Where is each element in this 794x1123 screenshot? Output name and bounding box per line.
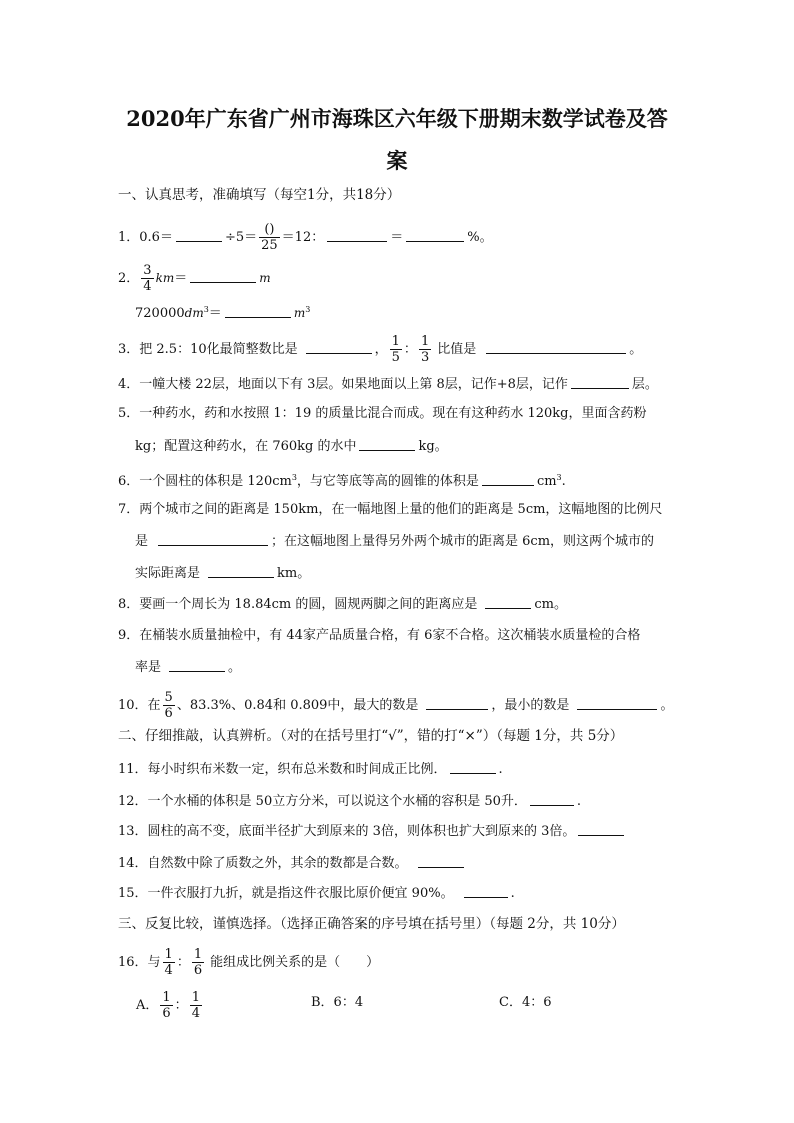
q1-text-b: ÷5＝: [224, 230, 258, 245]
q10-fraction-denominator: 6: [164, 706, 173, 721]
q14-text: 14．自然数中除了质数之外，其余的数都是合数。: [118, 856, 408, 871]
q16-text-b: 能组成比例关系的是（ ）: [210, 955, 380, 970]
q15-text: 15．一件衣服打九折，就是指这件衣服比原价便宜 90%。: [118, 886, 454, 901]
q1-blank-2[interactable]: [327, 229, 387, 242]
question-10: [118, 690, 673, 721]
q2-unit-km: km: [155, 271, 175, 285]
question-7-line1: 7．两个城市之间的距离是 150km，在一幅地图上量的他们的距离是 5cm，这幅地图的比例尺: [118, 502, 663, 517]
q10-blank-2[interactable]: [577, 697, 657, 710]
q2-blank-2[interactable]: [225, 305, 291, 318]
question-14: [118, 855, 467, 872]
q7-blank-1[interactable]: [158, 533, 268, 546]
q2-unit-m3: m: [293, 306, 306, 320]
q16-fraction-1-denominator: 4: [164, 963, 173, 978]
q3-blank-2[interactable]: [486, 341, 626, 354]
q7-text-b: ；在这幅地图上量得另外两个城市的距离是 6cm，则这两个城市的: [271, 534, 655, 549]
q10-text-c: ，最小的数是: [491, 698, 570, 713]
q16-option-a-fraction-2-denominator: 4: [191, 1006, 200, 1021]
q10-fraction-numerator: 5: [164, 690, 173, 705]
q4-text-b: 层。: [631, 377, 658, 392]
q6-text-d: .: [561, 474, 566, 489]
q10-text-d: 。: [660, 698, 674, 713]
q9-text-a: 率是: [135, 660, 162, 675]
q3-fraction-2: [419, 334, 431, 365]
q16-text-a: 16．与: [118, 955, 161, 970]
q4-text-a: 4．一幢大楼 22层，地面以下有 3层。如果地面以上第 8层，记作+8层，记作: [118, 377, 568, 392]
q15-end: .: [510, 886, 515, 901]
q2-fraction-denominator: 4: [143, 279, 152, 294]
question-1: [118, 222, 493, 253]
q15-blank[interactable]: [464, 885, 508, 898]
q2-equals: ＝: [174, 271, 188, 286]
q7-text-d: km。: [277, 566, 311, 581]
q3-colon: ：: [403, 342, 417, 357]
q1-text-a: 1．0.6＝: [118, 230, 173, 245]
q16-option-a-fraction-2: [190, 990, 202, 1021]
q14-blank[interactable]: [418, 855, 464, 868]
q2-fraction-numerator: 3: [143, 263, 152, 278]
q6-blank[interactable]: [482, 473, 534, 486]
q10-text-a: 10．在: [118, 698, 161, 713]
question-9-line1: 9．在桶装水质量抽检中，有 44家产品质量合格，有 6家不合格。这次桶装水质量检的合格: [118, 628, 641, 643]
question-12: [118, 793, 581, 810]
q8-text-a: 8．要画一个周长为 18.84cm 的圆，圆规两脚之间的距离应是: [118, 597, 478, 612]
q3-fraction-1-denominator: 5: [391, 350, 400, 365]
q2-equals-2: ＝: [208, 306, 222, 321]
question-5-line1: 5．一种药水，药和水按照 1：19 的质量比混合而成。现在有这种药水 120kg，里面含药粉: [118, 406, 647, 421]
question-7-line3: [135, 565, 310, 582]
q1-text-d: ＝: [390, 230, 404, 245]
q10-text-b: 、83.3%、0.84和 0.809中，最大的数是: [176, 698, 419, 713]
q2-unit-m: m: [259, 271, 271, 285]
q4-blank[interactable]: [571, 376, 629, 389]
q6-text-a: 6．一个圆柱的体积是 120cm: [118, 474, 292, 489]
q3-fraction-1-numerator: 1: [391, 334, 400, 349]
q7-blank-2[interactable]: [208, 565, 274, 578]
q16-option-b[interactable]: B．6：4: [311, 995, 364, 1010]
question-5-line2: [135, 438, 448, 455]
q1-text-e: %。: [467, 230, 493, 245]
q3-text-d: 。: [629, 342, 643, 357]
q2-number: 2．: [118, 271, 140, 286]
q16-fraction-2-numerator: 1: [193, 947, 203, 962]
q6-text-b: ，与它等底等高的圆锥的体积是: [296, 474, 479, 489]
q16-option-a-colon: ：: [174, 998, 188, 1013]
q1-fraction-numerator[interactable]: (): [259, 222, 280, 238]
q16-option-a[interactable]: [136, 990, 204, 1021]
q2-exponent-1: 3: [203, 305, 209, 314]
q11-blank[interactable]: [450, 761, 496, 774]
q3-fraction-2-denominator: 3: [420, 350, 430, 365]
q16-option-c[interactable]: C．4：6: [499, 995, 552, 1010]
q7-text-c: 实际距离是: [135, 566, 201, 581]
question-13: [118, 823, 627, 840]
q1-text-c: ＝12：: [281, 230, 325, 245]
q2-value: 720000: [135, 306, 185, 321]
q12-end: .: [576, 794, 582, 809]
q1-fraction-denominator: 25: [261, 238, 278, 253]
question-2-line2: [135, 302, 310, 322]
question-2-line1: [118, 263, 271, 294]
q9-blank[interactable]: [169, 659, 225, 672]
q3-fraction-2-numerator: 1: [420, 334, 430, 349]
q8-blank[interactable]: [485, 596, 531, 609]
section1-heading: 一、认真思考，准确填写（每空1分，共18分）: [118, 187, 401, 203]
q2-blank-1[interactable]: [190, 270, 256, 283]
q16-option-a-fraction-1-denominator: 6: [162, 1006, 171, 1021]
q16-fraction-1: [163, 947, 175, 978]
q1-fraction: [259, 222, 280, 253]
question-9-line2: [135, 659, 241, 676]
q5-text-a: kg；配置这种药水，在 760kg 的水中: [135, 439, 357, 454]
q5-blank[interactable]: [359, 438, 415, 451]
q16-colon: ：: [176, 955, 190, 970]
q2-exponent-2: 3: [305, 305, 311, 314]
question-4: [118, 376, 658, 393]
exam-title-line2: 案: [386, 148, 408, 173]
q6-unit: cm: [536, 474, 557, 489]
q6-exponent-2: 3: [556, 473, 562, 482]
question-16: [118, 947, 379, 978]
q3-text-a: 3．把 2.5：10化最简整数比是: [118, 342, 298, 357]
section2-heading: 二、仔细推敲，认真辨析。（对的在括号里打“√”，错的打“×”）（每题 1分，共 5分）: [118, 728, 624, 744]
q11-end: .: [498, 762, 503, 777]
q3-comma: ，: [374, 342, 388, 357]
q8-text-b: cm。: [534, 597, 567, 612]
q10-blank-1[interactable]: [426, 697, 488, 710]
q7-text-a: 是: [135, 534, 149, 549]
q16-option-a-fraction-1-numerator: 1: [162, 990, 171, 1005]
q10-fraction: [163, 690, 175, 721]
q12-blank[interactable]: [530, 793, 574, 806]
q1-blank-3[interactable]: [406, 229, 464, 242]
q2-fraction: [141, 263, 153, 294]
question-3: [118, 334, 642, 365]
q16-option-a-label: A．: [136, 998, 159, 1013]
section3-heading: 三、反复比较，谨慎选择。（选择正确答案的序号填在括号里）（每题 2分，共 10分）: [118, 916, 625, 932]
q11-text: 11．每小时织布米数一定，织布总米数和时间成正比例．: [118, 762, 447, 777]
q16-option-a-fraction-1: [160, 990, 172, 1021]
question-7-line2: [135, 533, 654, 550]
question-6: [118, 470, 566, 490]
q12-text: 12．一个水桶的体积是 50立方分米，可以说这个水桶的容积是 50升．: [118, 794, 527, 809]
q13-text: 13．圆柱的高不变，底面半径扩大到原来的 3倍，则体积也扩大到原来的 3倍。: [118, 824, 576, 839]
q16-option-a-fraction-2-numerator: 1: [191, 990, 200, 1005]
q16-fraction-2: [192, 947, 204, 978]
q1-blank-1[interactable]: [176, 229, 222, 242]
question-8: [118, 596, 567, 613]
question-15: [118, 885, 515, 902]
q3-fraction-1: [390, 334, 402, 365]
q5-text-b: kg。: [418, 439, 448, 454]
q2-unit-dm: dm: [184, 306, 204, 320]
q3-blank-1[interactable]: [306, 341, 372, 354]
question-11: [118, 761, 503, 778]
q16-fraction-1-numerator: 1: [164, 947, 173, 962]
q9-text-b: 。: [228, 660, 242, 675]
q6-exponent-1: 3: [291, 473, 297, 482]
q3-text-c: 比值是: [437, 342, 477, 357]
exam-title-line1: 2020年广东省广州市海珠区六年级下册期末数学试卷及答: [126, 106, 668, 131]
q16-fraction-2-denominator: 6: [193, 963, 203, 978]
q13-blank[interactable]: [578, 823, 624, 836]
